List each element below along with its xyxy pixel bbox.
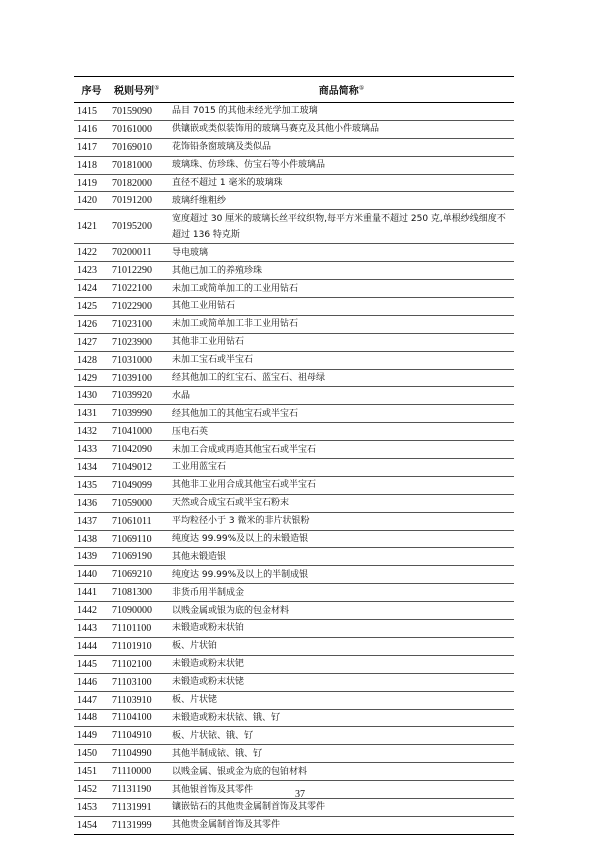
row-serial-number: 1451 — [74, 763, 109, 781]
row-product-name: 以贱金属、银或金为底的包铂材料 — [169, 763, 514, 781]
table-row — [74, 763, 514, 781]
row-serial-number: 1433 — [74, 441, 109, 459]
row-serial-number: 1454 — [74, 816, 109, 834]
row-product-name: 其他银首饰及其零件 — [169, 781, 514, 799]
row-product-name: 其他未锻造银 — [169, 548, 514, 566]
row-product-name: 未锻造或粉末状钯 — [169, 655, 514, 673]
table-row — [74, 387, 514, 405]
row-tariff-code: 71069110 — [109, 530, 169, 548]
table-row — [74, 584, 514, 602]
table-row — [74, 156, 514, 174]
row-serial-number: 1446 — [74, 673, 109, 691]
row-product-name: 纯度达 99.99%及以上的半制成银 — [169, 566, 514, 584]
row-tariff-code: 71103910 — [109, 691, 169, 709]
table-row — [74, 120, 514, 138]
table-row — [74, 727, 514, 745]
row-serial-number: 1444 — [74, 637, 109, 655]
row-product-name: 其他已加工的养殖珍珠 — [169, 262, 514, 280]
row-product-name: 非货币用半制成金 — [169, 584, 514, 602]
table-row — [74, 244, 514, 262]
row-product-name: 水晶 — [169, 387, 514, 405]
row-serial-number: 1429 — [74, 369, 109, 387]
header-product-name: 商品简称⑤ — [169, 77, 514, 103]
row-serial-number: 1424 — [74, 280, 109, 298]
table-row — [74, 138, 514, 156]
document-body — [74, 76, 514, 835]
row-tariff-code: 71110000 — [109, 763, 169, 781]
table-row — [74, 798, 514, 816]
row-product-name: 花饰铅条窗玻璃及类似品 — [169, 138, 514, 156]
row-product-name: 镶嵌钻石的其他贵金属制首饰及其零件 — [169, 798, 514, 816]
row-tariff-code: 71022100 — [109, 280, 169, 298]
table-row — [74, 548, 514, 566]
page-number: 37 — [295, 789, 305, 800]
row-product-name: 经其他加工的其他宝石或半宝石 — [169, 405, 514, 423]
row-product-name: 平均粒径小于 3 微米的非片状银粉 — [169, 512, 514, 530]
table-row — [74, 691, 514, 709]
table-row — [74, 351, 514, 369]
table-row — [74, 369, 514, 387]
row-serial-number: 1430 — [74, 387, 109, 405]
row-serial-number: 1448 — [74, 709, 109, 727]
table-row — [74, 512, 514, 530]
row-tariff-code: 71131190 — [109, 781, 169, 799]
row-tariff-code: 71081300 — [109, 584, 169, 602]
table-row — [74, 655, 514, 673]
row-product-name: 玻璃珠、仿珍珠、仿宝石等小件玻璃品 — [169, 156, 514, 174]
row-product-name: 直径不超过 1 毫米的玻璃珠 — [169, 174, 514, 192]
row-product-name: 其他工业用钻石 — [169, 298, 514, 316]
table-row — [74, 494, 514, 512]
table-body — [74, 103, 514, 835]
row-tariff-code: 71023900 — [109, 333, 169, 351]
tariff-table — [74, 76, 514, 835]
row-product-name: 天然或合成宝石或半宝石粉末 — [169, 494, 514, 512]
row-tariff-code: 71101910 — [109, 637, 169, 655]
row-tariff-code: 71101100 — [109, 620, 169, 638]
row-serial-number: 1435 — [74, 476, 109, 494]
row-serial-number: 1431 — [74, 405, 109, 423]
table-row — [74, 745, 514, 763]
row-serial-number: 1422 — [74, 244, 109, 262]
row-tariff-code: 70200011 — [109, 244, 169, 262]
table-row — [74, 405, 514, 423]
header-tariff-code: 税则号列⑤ — [109, 77, 169, 103]
row-tariff-code: 71039920 — [109, 387, 169, 405]
table-row — [74, 280, 514, 298]
table-row — [74, 602, 514, 620]
table-row — [74, 566, 514, 584]
row-serial-number: 1421 — [74, 210, 109, 244]
row-tariff-code: 71104910 — [109, 727, 169, 745]
table-row — [74, 174, 514, 192]
row-product-name: 品目 7015 的其他未经光学加工玻璃 — [169, 103, 514, 121]
row-product-name: 未锻造或粉末状铂 — [169, 620, 514, 638]
row-serial-number: 1453 — [74, 798, 109, 816]
row-serial-number: 1417 — [74, 138, 109, 156]
table-row — [74, 459, 514, 477]
row-tariff-code: 71042090 — [109, 441, 169, 459]
row-tariff-code: 70169010 — [109, 138, 169, 156]
row-serial-number: 1420 — [74, 192, 109, 210]
row-tariff-code: 70191200 — [109, 192, 169, 210]
table-row — [74, 262, 514, 280]
row-serial-number: 1445 — [74, 655, 109, 673]
row-tariff-code: 71131991 — [109, 798, 169, 816]
table-row — [74, 709, 514, 727]
row-product-name: 其他非工业用合成其他宝石或半宝石 — [169, 476, 514, 494]
row-tariff-code: 71069190 — [109, 548, 169, 566]
row-serial-number: 1432 — [74, 423, 109, 441]
table-row — [74, 816, 514, 834]
row-tariff-code: 71023100 — [109, 315, 169, 333]
row-product-name: 以贱金属或银为底的包金材料 — [169, 602, 514, 620]
row-product-name: 未加工合成或再造其他宝石或半宝石 — [169, 441, 514, 459]
row-product-name: 板、片状铱、锇、钌 — [169, 727, 514, 745]
row-tariff-code: 70161000 — [109, 120, 169, 138]
row-product-name: 玻璃纤维粗纱 — [169, 192, 514, 210]
row-serial-number: 1427 — [74, 333, 109, 351]
row-tariff-code: 71012290 — [109, 262, 169, 280]
row-serial-number: 1438 — [74, 530, 109, 548]
row-product-name: 未锻造或粉末状铑 — [169, 673, 514, 691]
table-row — [74, 637, 514, 655]
row-serial-number: 1443 — [74, 620, 109, 638]
row-product-name: 板、片状铂 — [169, 637, 514, 655]
row-tariff-code: 71131999 — [109, 816, 169, 834]
row-tariff-code: 70182000 — [109, 174, 169, 192]
footnote-mark: ⑤ — [358, 84, 365, 92]
row-serial-number: 1436 — [74, 494, 109, 512]
row-serial-number: 1419 — [74, 174, 109, 192]
row-serial-number: 1449 — [74, 727, 109, 745]
row-product-name: 纯度达 99.99%及以上的未锻造银 — [169, 530, 514, 548]
row-tariff-code: 71059000 — [109, 494, 169, 512]
row-serial-number: 1415 — [74, 103, 109, 121]
row-serial-number: 1440 — [74, 566, 109, 584]
table-row — [74, 192, 514, 210]
row-tariff-code: 71069210 — [109, 566, 169, 584]
row-tariff-code: 71102100 — [109, 655, 169, 673]
row-tariff-code: 71103100 — [109, 673, 169, 691]
row-tariff-code: 71039100 — [109, 369, 169, 387]
row-tariff-code: 71049099 — [109, 476, 169, 494]
row-product-name: 导电玻璃 — [169, 244, 514, 262]
table-row — [74, 530, 514, 548]
footnote-mark: ⑤ — [154, 84, 160, 92]
row-serial-number: 1452 — [74, 781, 109, 799]
row-serial-number: 1441 — [74, 584, 109, 602]
table-row — [74, 333, 514, 351]
row-serial-number: 1439 — [74, 548, 109, 566]
header-serial-number: 序号 — [74, 77, 109, 103]
row-serial-number: 1423 — [74, 262, 109, 280]
table-row — [74, 423, 514, 441]
row-tariff-code: 71049012 — [109, 459, 169, 477]
table-row — [74, 298, 514, 316]
row-product-name: 未加工宝石或半宝石 — [169, 351, 514, 369]
row-product-name: 工业用蓝宝石 — [169, 459, 514, 477]
row-serial-number: 1442 — [74, 602, 109, 620]
table-row — [74, 620, 514, 638]
row-tariff-code: 71104990 — [109, 745, 169, 763]
row-product-name: 其他贵金属制首饰及其零件 — [169, 816, 514, 834]
row-product-name: 未加工或简单加工的工业用钻石 — [169, 280, 514, 298]
row-product-name: 压电石英 — [169, 423, 514, 441]
table-row — [74, 476, 514, 494]
row-tariff-code: 70181000 — [109, 156, 169, 174]
table-row — [74, 315, 514, 333]
row-tariff-code: 71090000 — [109, 602, 169, 620]
row-product-name: 经其他加工的红宝石、蓝宝石、祖母绿 — [169, 369, 514, 387]
row-tariff-code: 71031000 — [109, 351, 169, 369]
row-serial-number: 1416 — [74, 120, 109, 138]
row-product-name: 其他非工业用钻石 — [169, 333, 514, 351]
row-serial-number: 1450 — [74, 745, 109, 763]
row-serial-number: 1425 — [74, 298, 109, 316]
row-serial-number: 1437 — [74, 512, 109, 530]
row-product-name: 未锻造或粉末状铱、锇、钌 — [169, 709, 514, 727]
row-tariff-code: 70195200 — [109, 210, 169, 244]
row-product-name: 宽度超过 30 厘米的玻璃长丝平纹织物,每平方米重量不超过 250 克,单根纱线细度不超过 136 特克斯 — [169, 210, 514, 244]
row-serial-number: 1418 — [74, 156, 109, 174]
row-product-name: 板、片状铑 — [169, 691, 514, 709]
table-header-row — [74, 77, 514, 103]
row-serial-number: 1434 — [74, 459, 109, 477]
row-serial-number: 1428 — [74, 351, 109, 369]
table-row — [74, 441, 514, 459]
row-tariff-code: 71104100 — [109, 709, 169, 727]
row-product-name: 其他半制成铱、锇、钌 — [169, 745, 514, 763]
table-row — [74, 210, 514, 244]
row-tariff-code: 71061011 — [109, 512, 169, 530]
row-tariff-code: 71041000 — [109, 423, 169, 441]
row-product-name: 供镶嵌或类似装饰用的玻璃马赛克及其他小件玻璃品 — [169, 120, 514, 138]
row-tariff-code: 71039990 — [109, 405, 169, 423]
row-serial-number: 1447 — [74, 691, 109, 709]
row-serial-number: 1426 — [74, 315, 109, 333]
row-product-name: 未加工或简单加工非工业用钻石 — [169, 315, 514, 333]
row-tariff-code: 71022900 — [109, 298, 169, 316]
row-tariff-code: 70159090 — [109, 103, 169, 121]
table-row — [74, 673, 514, 691]
table-row — [74, 103, 514, 121]
